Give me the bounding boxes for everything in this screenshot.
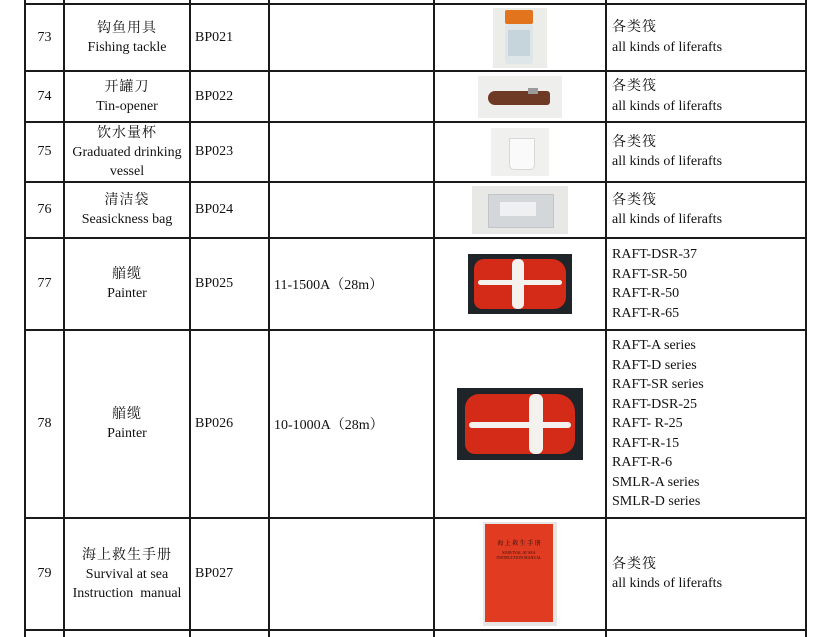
item-name-en: Fishing tackle (87, 39, 167, 55)
item-code: BP026 (195, 416, 234, 431)
row-divider (24, 629, 807, 631)
row-number: 73 (37, 29, 52, 45)
table-border-right (805, 0, 807, 637)
item-photo-cell (435, 519, 605, 629)
item-spec (270, 123, 433, 181)
item-spec (270, 5, 433, 70)
item-remark: RAFT-DSR-37 RAFT-SR-50 RAFT-R-50 RAFT-R-65 (612, 247, 698, 321)
tin-opener-photo (478, 76, 562, 118)
item-name: 开罐刀 Tin-opener (96, 79, 158, 114)
item-remark: RAFT-A series RAFT-D series RAFT-SR series RAFT-DSR-25 RAFT- R-25 RAFT-R-15 RAFT-R-6 SMLR-A series SMLR-D series (612, 338, 704, 510)
row-number: 76 (37, 202, 52, 217)
survival-manual-book-photo: 海 上 救 生 手 册 SURVIVAL AT SEA INSTRUCTION MANUAL (483, 522, 557, 626)
item-remark: 各类筏 all kinds of liferafts (612, 192, 723, 227)
item-code: BP022 (195, 88, 234, 104)
item-photo-cell (435, 239, 605, 329)
item-spec (270, 183, 433, 237)
seasickness-bag-photo (472, 186, 568, 234)
item-photo-cell (435, 183, 605, 237)
item-name-zh: 钩鱼用具 (97, 20, 157, 36)
fishing-tackle-jar-photo (493, 8, 547, 68)
item-code: BP023 (195, 144, 234, 159)
row-number: 77 (37, 276, 52, 291)
item-remark: 各类筏 all kinds of liferafts (612, 556, 723, 591)
drinking-vessel-photo (491, 128, 549, 176)
item-spec: 11-1500A（28m） (274, 278, 384, 293)
item-code: BP025 (195, 276, 234, 291)
item-code: BP024 (195, 202, 234, 217)
item-remark: 各类筏 all kinds of liferafts (612, 134, 723, 169)
row-number: 75 (37, 144, 52, 159)
item-code: BP027 (195, 566, 234, 581)
item-photo-cell (435, 72, 605, 121)
item-spec: 10-1000A（28m） (274, 418, 384, 433)
item-name (65, 5, 189, 70)
item-photo-cell (435, 123, 605, 181)
item-name: 艏缆 Painter (107, 407, 147, 441)
item-name: 海上救生手册 Survival at sea Instruction manual (72, 547, 182, 601)
painter-rope-bag-photo (468, 254, 572, 314)
item-remark: 各类筏 all kinds of liferafts (612, 79, 723, 114)
item-name: 饮水量杯 Graduated drinking vessel (72, 125, 182, 179)
item-photo-cell (435, 5, 605, 70)
item-remark: 各类筏 all kinds of liferafts (612, 20, 723, 55)
item-spec (270, 72, 433, 121)
row-number: 78 (37, 416, 52, 431)
painter-rope-bag-photo (457, 388, 583, 460)
item-name: 艏缆 Painter (107, 267, 147, 301)
item-photo-cell (435, 331, 605, 517)
item-name: 清洁袋 Seasickness bag (81, 193, 173, 227)
item-code: BP021 (195, 29, 234, 45)
row-number: 74 (37, 88, 52, 104)
row-number: 79 (37, 566, 52, 581)
item-spec (270, 519, 433, 629)
